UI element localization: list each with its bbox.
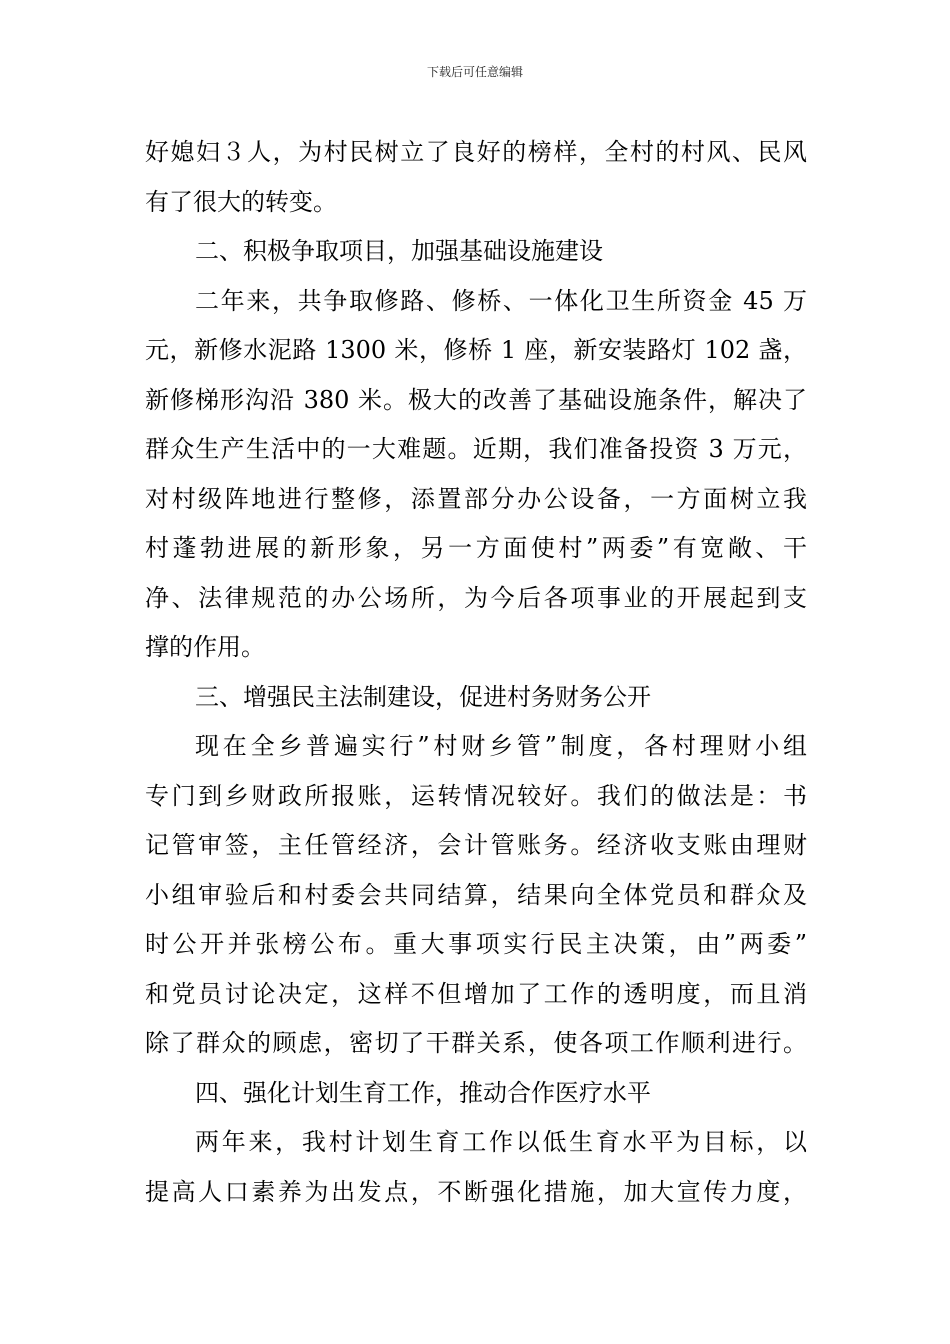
text-line: 二年来，共争取修路、修桥、一体化卫生所资金 45 万 bbox=[195, 286, 807, 315]
text-line: 新修梯形沟沿 380 米。极大的改善了基础设施条件，解决了 bbox=[145, 385, 807, 414]
text-line: 专门到乡财政所报账，运转情况较好。我们的做法是：书 bbox=[145, 781, 807, 810]
document-body bbox=[145, 128, 845, 1217]
text-line: 时公开并张榜公布。重大事项实行民主决策，由”两委” bbox=[145, 930, 807, 958]
text-line: 净、法律规范的办公场所，为今后各项事业的开展起到支 bbox=[145, 583, 807, 612]
text-line: 记管审签，主任管经济，会计管账务。经济收支账由理财 bbox=[145, 831, 807, 859]
text-line: 好媳妇３人，为村民树立了良好的榜样，全村的村风、民风 bbox=[145, 138, 807, 166]
text-line: 现在全乡普遍实行”村财乡管”制度，各村理财小组 bbox=[195, 732, 807, 760]
text-line: 群众生产生活中的一大难题。近期，我们准备投资 3 万元， bbox=[145, 435, 807, 463]
text-line: 撑的作用。 bbox=[145, 633, 265, 661]
text-line: 对村级阵地进行整修，添置部分办公设备，一方面树立我 bbox=[145, 484, 807, 513]
text-line: 小组审验后和村委会共同结算，结果向全体党员和群众及 bbox=[145, 880, 807, 909]
text-line: 元，新修水泥路 1300 米，修桥 1 座，新安装路灯 102 盏， bbox=[145, 336, 807, 364]
text-line: 三、增强民主法制建设，促进村务财务公开 bbox=[195, 682, 651, 711]
text-line: 除了群众的顾虑，密切了干群关系，使各项工作顺利进行。 bbox=[145, 1029, 807, 1057]
text-line: 提高人口素养为出发点，不断强化措施，加大宣传力度， bbox=[145, 1177, 807, 1206]
text-line: 和党员讨论决定，这样不但增加了工作的透明度，而且消 bbox=[145, 979, 807, 1008]
text-line: 有了很大的转变。 bbox=[145, 187, 337, 216]
text-line: 村蓬勃进展的新形象，另一方面使村”两委”有宽敞、干 bbox=[145, 534, 807, 562]
text-line: 四、强化计划生育工作，推动合作医疗水平 bbox=[195, 1078, 651, 1107]
page-header: 下载后可任意编辑 bbox=[426, 65, 523, 79]
text-line: 二、积极争取项目，加强基础设施建设 bbox=[195, 237, 603, 265]
text-line: 两年来，我村计划生育工作以低生育水平为目标，以 bbox=[195, 1128, 807, 1156]
